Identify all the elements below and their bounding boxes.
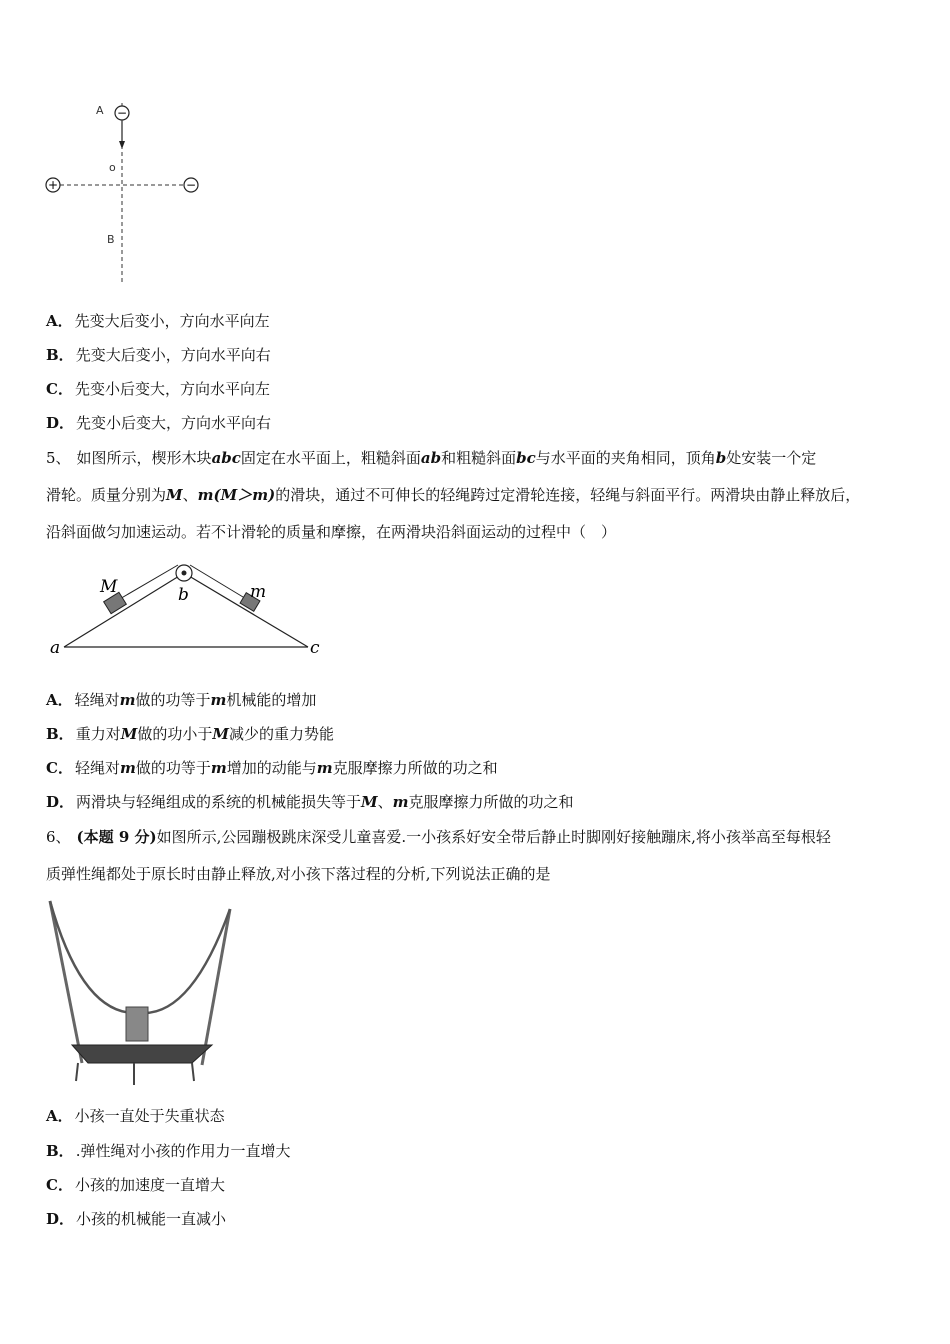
dipole-field-figure <box>40 95 210 290</box>
q6-option-c[interactable]: C． 小孩的加速度一直增大 <box>46 1176 225 1194</box>
leg-1 <box>76 1063 78 1081</box>
label-m: m <box>250 582 267 602</box>
leg-3 <box>192 1063 194 1081</box>
right-bungee-cord <box>142 909 230 1013</box>
top-charge-sign: − <box>116 106 128 120</box>
label-o: o <box>109 161 116 174</box>
q5-stem-line1: 5、 如图所示，楔形木块abc固定在水平面上，粗糙斜面ab和粗糙斜面bc与水平面的夹角相同，顶角b处安装一个定 <box>46 449 817 467</box>
q6-stem-line2: 质弹性绳都处于原长时由静止释放,对小孩下落过程的分析,下列说法正确的是 <box>46 865 551 883</box>
rope-right <box>190 565 248 600</box>
q6-stem-line1: 6、 (本题 9 分)如图所示,公园蹦极跳床深受儿童喜爱.一小孩系好安全带后静止时脚刚好接触蹦床,将小孩举高至每根轻 <box>46 828 831 846</box>
label-c: c <box>310 638 320 658</box>
right-charge-sign: − <box>185 178 197 192</box>
harness <box>126 1007 148 1041</box>
pulley-axle <box>182 571 187 576</box>
q5-option-b[interactable]: B． 重力对M做的功小于M减少的重力势能 <box>46 725 334 743</box>
label-a: a <box>50 638 61 658</box>
slope-bc <box>184 573 308 647</box>
q5-option-a[interactable]: A． 轻绳对m做的功等于m机械能的增加 <box>46 691 317 709</box>
trampoline-mat <box>72 1045 212 1063</box>
q6-option-b[interactable]: B． .弹性绳对小孩的作用力一直增大 <box>46 1142 291 1160</box>
left-charge-sign: + <box>47 178 59 192</box>
q4-option-d[interactable]: D． 先变小后变大，方向水平向右 <box>46 414 272 432</box>
q4-option-a[interactable]: A． 先变大后变小，方向水平向左 <box>46 312 270 330</box>
q4-option-c[interactable]: C． 先变小后变大，方向水平向左 <box>46 380 270 398</box>
q4-option-b[interactable]: B． 先变大后变小，方向水平向右 <box>46 346 271 364</box>
q5-option-c[interactable]: C． 轻绳对m做的功等于m增加的动能与m克服摩擦力所做的功之和 <box>46 759 498 777</box>
q6-option-a[interactable]: A． 小孩一直处于失重状态 <box>46 1107 225 1125</box>
slope-ab <box>64 573 184 647</box>
right-pole <box>202 909 230 1065</box>
arrow-head <box>119 141 125 149</box>
q5-stem-line2: 滑轮。质量分别为M、m(M＞m)的滑块，通过不可伸长的轻绳跨过定滑轮连接，轻绳与斜面平行。两滑块由静止释放后， <box>46 486 861 504</box>
left-pole <box>50 901 82 1063</box>
wedge-pulley-figure <box>44 560 334 665</box>
q5-option-d[interactable]: D． 两滑块与轻绳组成的系统的机械能损失等于M、m克服摩擦力所做的功之和 <box>46 793 574 811</box>
label-a: A <box>96 104 104 117</box>
label-b: B <box>107 233 115 246</box>
bungee-trampoline-figure <box>42 895 242 1087</box>
left-bungee-cord <box>50 901 137 1013</box>
q5-stem-line3: 沿斜面做匀加速运动。若不计滑轮的质量和摩擦，在两滑块沿斜面运动的过程中（ ） <box>46 523 617 541</box>
q6-option-d[interactable]: D． 小孩的机械能一直减小 <box>46 1210 227 1228</box>
label-b: b <box>178 585 189 605</box>
label-M: M <box>100 577 118 597</box>
